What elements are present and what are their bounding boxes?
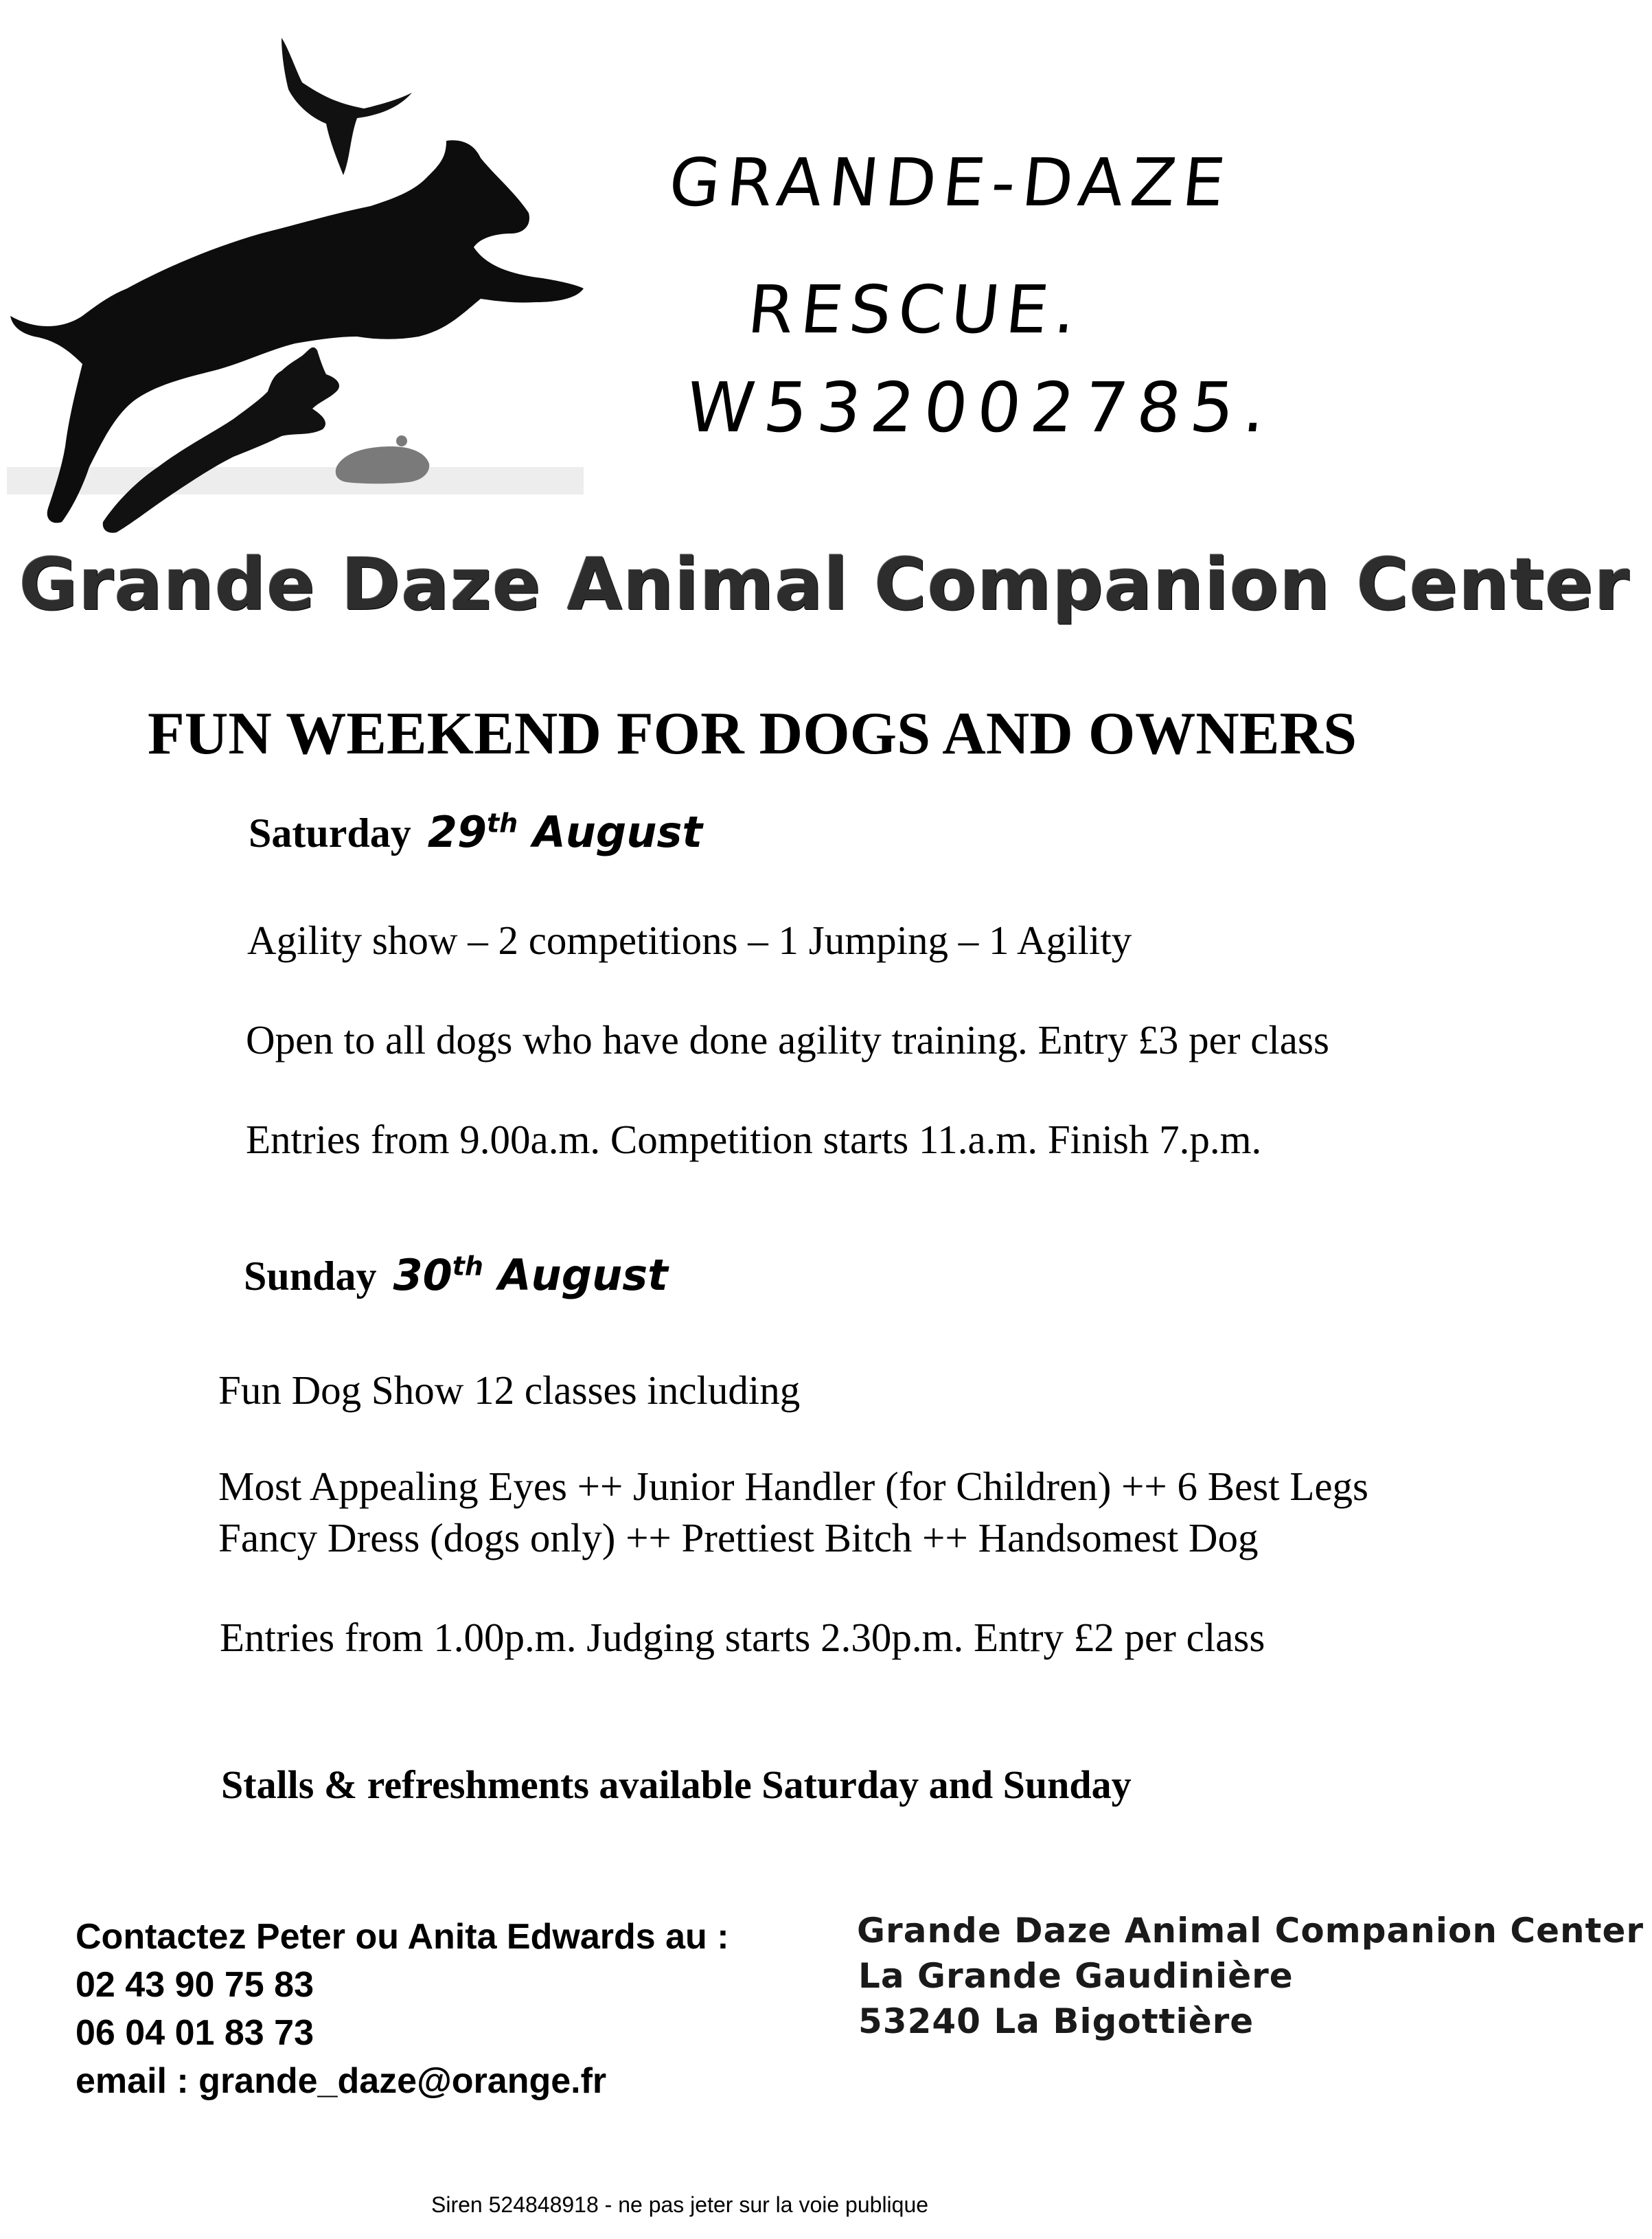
center-title: Grande Daze Animal Companion Center	[19, 543, 1631, 626]
stalls-notice: Stalls & refreshments available Saturday and Sunday	[221, 1762, 1132, 1807]
saturday-date-handwritten	[428, 807, 702, 857]
footer-siren: Siren 524848918 - ne pas jeter sur la voie publique	[431, 2192, 929, 2217]
hamster-silhouette-icon	[336, 435, 429, 484]
dog-silhouette-icon	[10, 140, 584, 523]
sunday-show-line: Fun Dog Show 12 classes including	[218, 1367, 801, 1413]
animal-silhouettes	[7, 27, 611, 536]
sunday-heading	[244, 1250, 668, 1300]
sunday-classes-line-1: Most Appealing Eyes ++ Junior Handler (for Children) ++ 6 Best Legs	[218, 1464, 1369, 1509]
sunday-date-handwritten	[393, 1250, 667, 1300]
contact-phone-1: 02 43 90 75 83	[76, 1965, 314, 2005]
address-name: Grande Daze Animal Companion Center	[857, 1911, 1644, 1951]
address-city: 53240 La Bigottière	[858, 2001, 1254, 2041]
event-title: FUN WEEKEND FOR DOGS AND OWNERS	[148, 701, 1357, 767]
saturday-heading	[249, 807, 702, 857]
saturday-date-month: August	[532, 807, 702, 857]
sunday-classes-line-2: Fancy Dress (dogs only) ++ Prettiest Bitch ++ Handsomest Dog	[218, 1515, 1259, 1560]
contact-phone-2: 06 04 01 83 73	[76, 2013, 314, 2053]
rescue-name-handwritten: GRANDE-DAZE	[665, 144, 1236, 221]
saturday-label: Saturday	[249, 810, 411, 856]
bird-silhouette-icon	[282, 38, 412, 175]
saturday-date-suffix: th	[487, 808, 518, 839]
ground-band	[7, 467, 584, 495]
address-street: La Grande Gaudinière	[858, 1956, 1294, 1996]
sunday-times-line: Entries from 1.00p.m. Judging starts 2.30p.m. Entry £2 per class	[220, 1615, 1265, 1660]
saturday-date-num: 29	[427, 807, 487, 857]
saturday-entry-line: Open to all dogs who have done agility training. Entry £3 per class	[246, 1017, 1329, 1062]
sunday-date-month: August	[498, 1250, 668, 1300]
contact-heading: Contactez Peter ou Anita Edwards au :	[76, 1917, 729, 1957]
rescue-number-handwritten: W532002785.	[682, 367, 1280, 448]
contact-email: email : grande_daze@orange.fr	[76, 2061, 607, 2101]
saturday-agility-line: Agility show – 2 competitions – 1 Jumping – 1 Agility	[247, 918, 1132, 963]
sunday-label: Sunday	[244, 1253, 377, 1299]
saturday-times-line: Entries from 9.00a.m. Competition starts 11.a.m. Finish 7.p.m.	[246, 1117, 1262, 1162]
sunday-date-suffix: th	[452, 1251, 483, 1282]
sunday-date-num: 30	[393, 1250, 452, 1300]
rescue-label-handwritten: RESCUE.	[744, 271, 1087, 348]
